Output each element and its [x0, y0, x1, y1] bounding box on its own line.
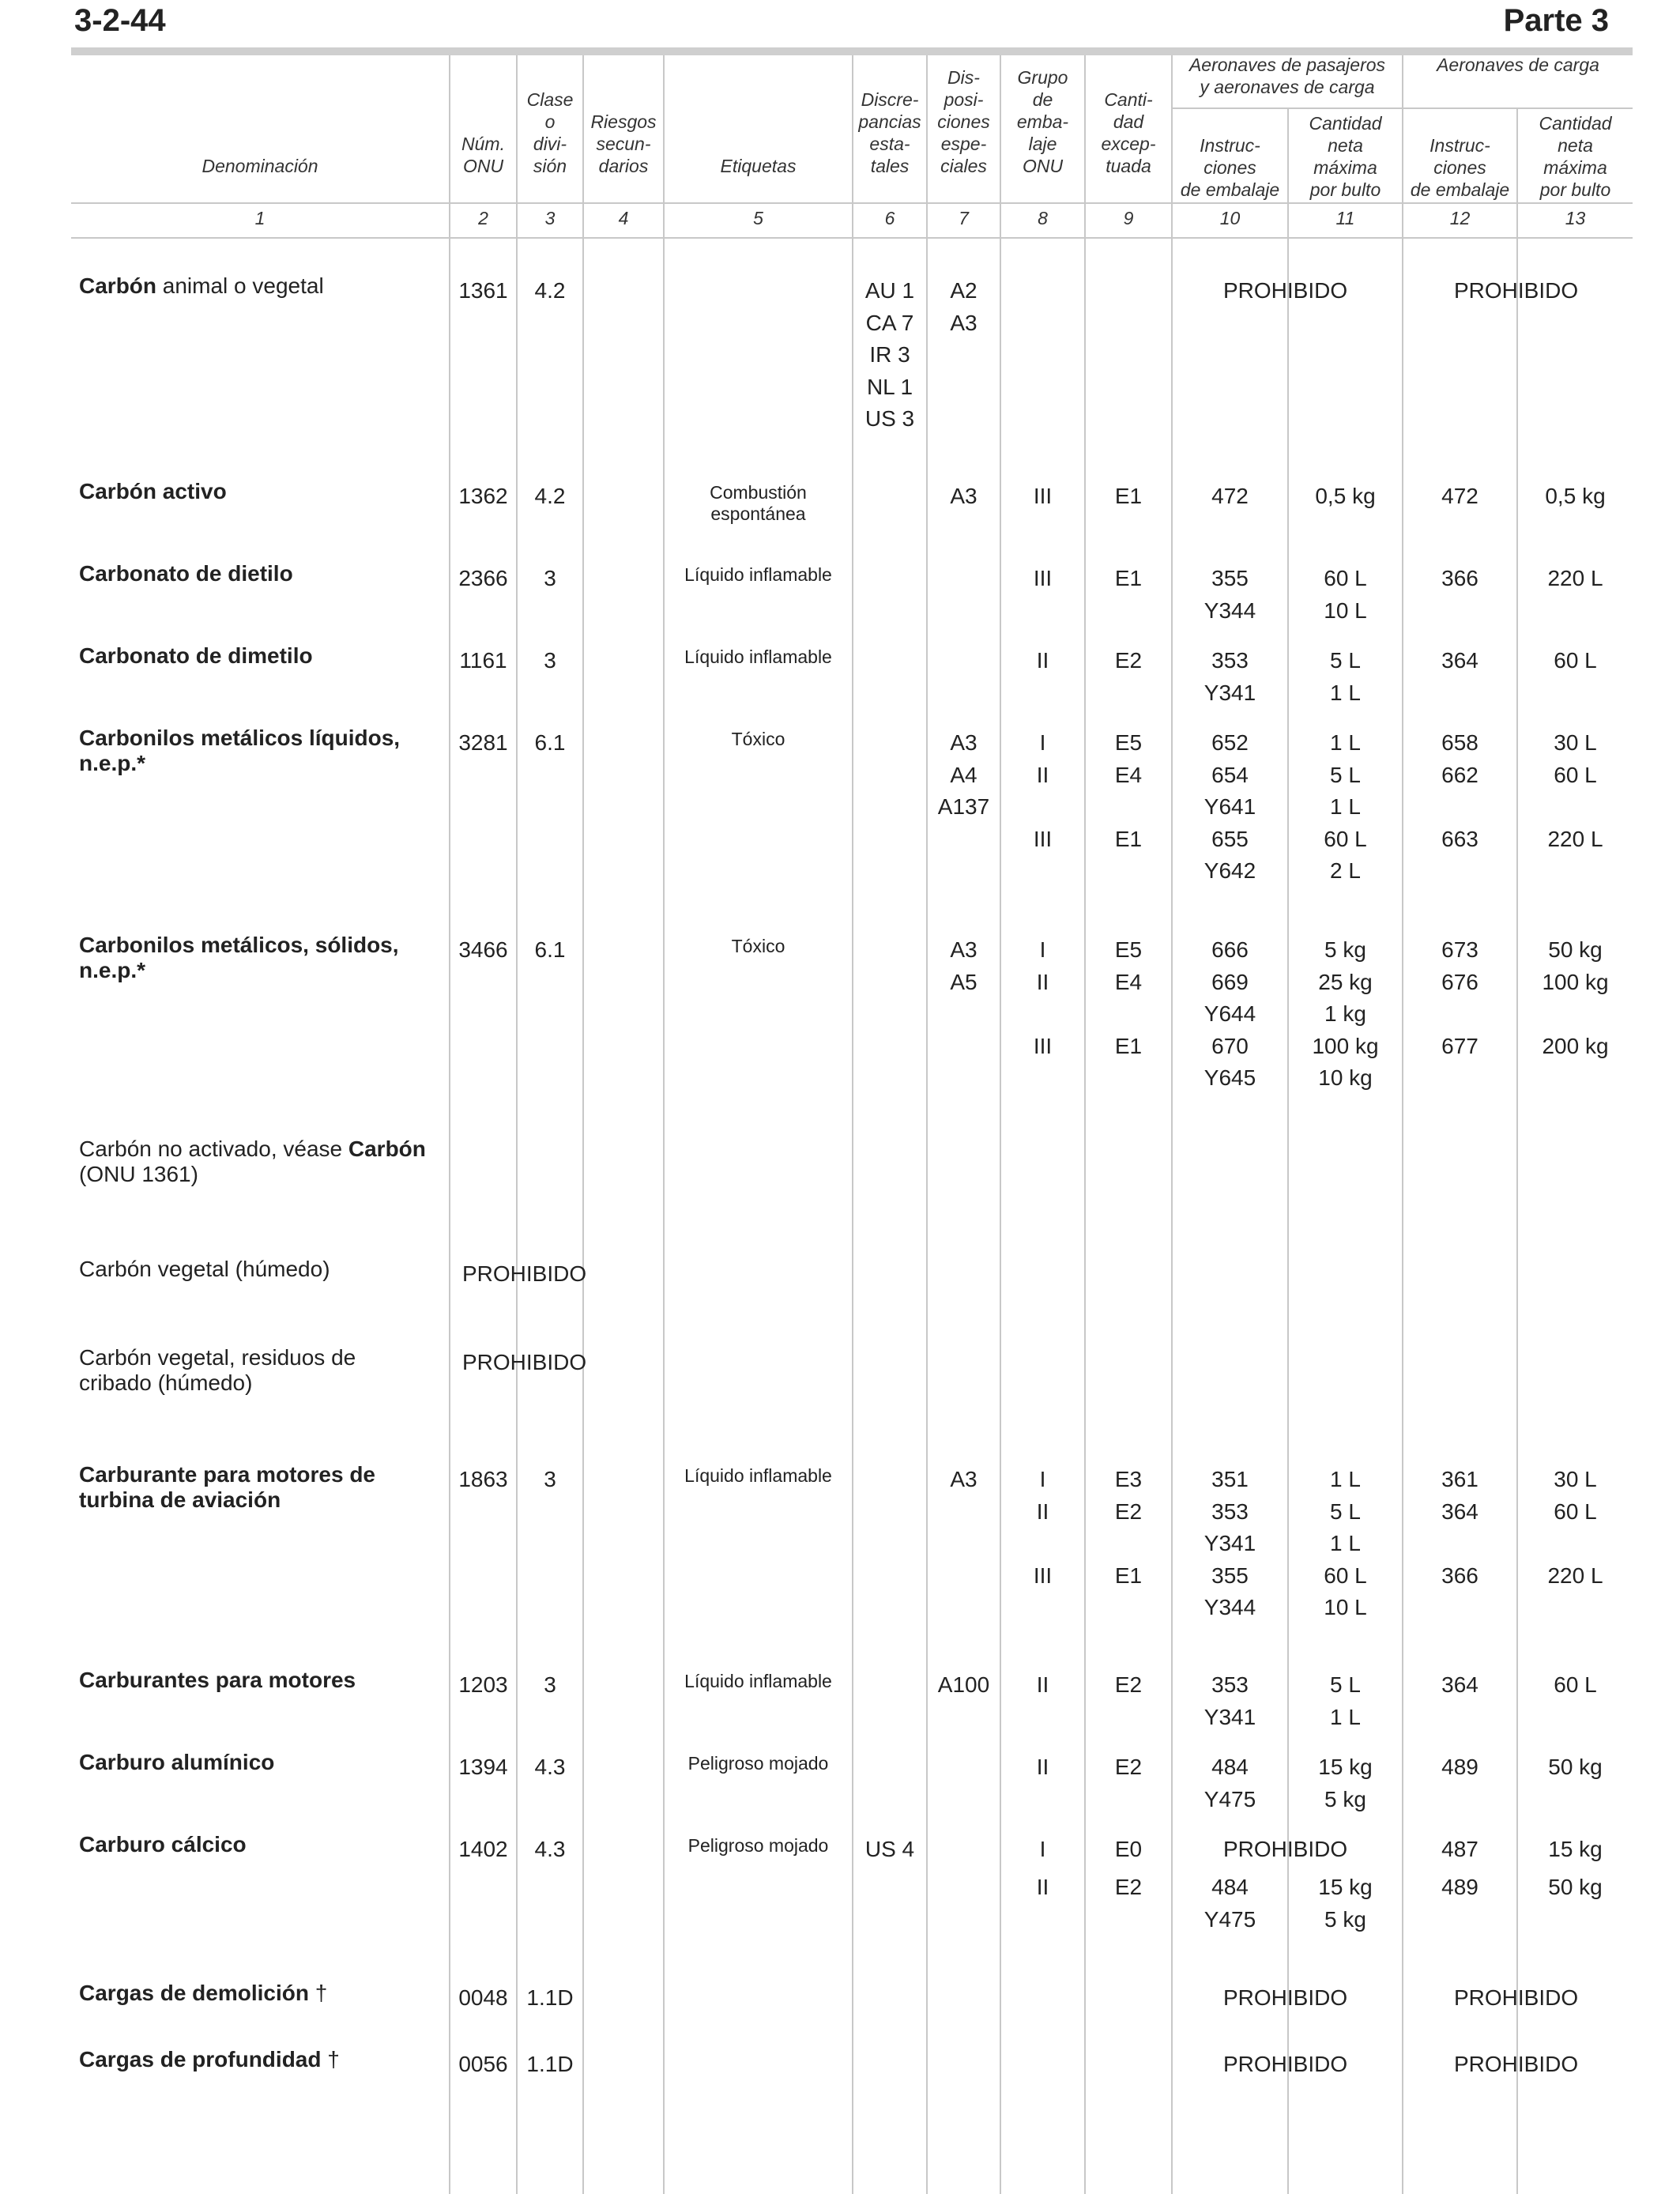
- packing-instruction: 353 Y341: [1203, 648, 1256, 705]
- packing-instruction: 353 Y341: [1203, 1672, 1256, 1729]
- excepted-quantity: E2: [1114, 1875, 1143, 1899]
- max-net-quantity: 60 L: [1554, 648, 1597, 673]
- special-provision: A3: [950, 1467, 977, 1491]
- hazard-class: 4.2: [534, 278, 566, 303]
- hazard-label: Líquido inflamable: [684, 564, 832, 585]
- substance-name: Carburantes para motores: [79, 1668, 356, 1692]
- packing-instruction: 489: [1441, 1755, 1478, 1779]
- substance-name: Carbonilos metálicos líquidos, n.e.p.*: [79, 726, 401, 775]
- substance-name: Cargas de profundidad †: [79, 2047, 340, 2071]
- forbidden-notice: PROHIBIDO: [1223, 1837, 1348, 1861]
- hazard-label: Combustión espontánea: [710, 482, 807, 524]
- header-grupo: Grupo de emba- laje ONU: [1016, 67, 1069, 176]
- packing-group: II: [1036, 1875, 1049, 1899]
- un-number: 3466: [458, 937, 508, 962]
- state-variation: AU 1 CA 7 IR 3 NL 1 US 3: [864, 278, 915, 431]
- column-number: 9: [1123, 208, 1134, 228]
- special-provision: A2 A3: [950, 278, 977, 335]
- packing-instruction: 484 Y475: [1203, 1875, 1256, 1932]
- hazard-class: 4.2: [534, 484, 566, 508]
- column-number: 7: [959, 208, 969, 228]
- packing-instruction: 472: [1441, 484, 1478, 508]
- hazard-class: 6.1: [534, 730, 566, 755]
- special-provision: A3: [950, 484, 977, 508]
- header-pasajeros: Aeronaves de pasajeros y aeronaves de carga: [1188, 55, 1386, 97]
- excepted-quantity: E1: [1114, 484, 1143, 508]
- max-net-quantity: 15 kg 5 kg: [1318, 1875, 1373, 1932]
- packing-group: I II III: [1033, 1467, 1053, 1588]
- header-cantidad-exceptuada: Canti- dad excep- tuada: [1101, 89, 1156, 176]
- max-net-quantity: 50 kg 100 kg 200 kg: [1542, 937, 1609, 1058]
- packing-instruction: 658 662 663: [1441, 730, 1478, 851]
- header-denominacion: Denominación: [202, 156, 318, 176]
- max-net-quantity: 50 kg: [1548, 1875, 1603, 1899]
- max-net-quantity: 15 kg: [1548, 1837, 1603, 1861]
- excepted-quantity: E3 E2 E1: [1114, 1467, 1143, 1588]
- max-net-quantity: 30 L 60 L 220 L: [1547, 1467, 1603, 1588]
- hazard-class: 6.1: [534, 937, 566, 962]
- divider: [663, 55, 665, 2194]
- hazard-label: Tóxico: [731, 936, 785, 956]
- excepted-quantity: E2: [1114, 1755, 1143, 1779]
- packing-instruction: 487: [1441, 1837, 1478, 1861]
- max-net-quantity: 5 kg 25 kg 1 kg 100 kg 10 kg: [1312, 937, 1379, 1090]
- packing-instruction: 351 353 Y341 355 Y344: [1203, 1467, 1256, 1619]
- hazard-class: 1.1D: [526, 1985, 574, 2010]
- un-number: 1203: [458, 1672, 508, 1697]
- column-number: 2: [478, 208, 488, 228]
- packing-group: I II III: [1033, 937, 1053, 1058]
- hazard-label: Líquido inflamable: [684, 1671, 832, 1691]
- hazard-label: Peligroso mojado: [687, 1753, 829, 1774]
- column-number: 13: [1565, 208, 1586, 228]
- packing-group: III: [1033, 566, 1053, 590]
- hazard-label: Peligroso mojado: [687, 1835, 829, 1856]
- column-number: 3: [544, 208, 556, 228]
- packing-group: I II III: [1033, 730, 1053, 851]
- column-number-line: [71, 237, 1633, 239]
- excepted-quantity: E5 E4 E1: [1114, 937, 1143, 1058]
- max-net-quantity: 50 kg: [1548, 1755, 1603, 1779]
- header-disposiciones: Dis- posi- ciones espe- ciales: [937, 67, 990, 176]
- forbidden-notice: PROHIBIDO: [1223, 278, 1348, 303]
- un-number: 1362: [458, 484, 508, 508]
- max-net-quantity: 1 L 5 L 1 L 60 L 10 L: [1324, 1467, 1367, 1619]
- substance-name: Carburante para motores de turbina de aviación: [79, 1462, 375, 1512]
- hazard-label: Líquido inflamable: [684, 647, 832, 667]
- max-net-quantity: 220 L: [1547, 566, 1603, 590]
- packing-instruction: 355 Y344: [1203, 566, 1256, 623]
- column-number: 11: [1335, 208, 1355, 228]
- packing-instruction: 666 669 Y644 670 Y645: [1203, 937, 1256, 1090]
- packing-instruction: 364: [1441, 1672, 1478, 1697]
- header-cargo-instrucciones: Instruc- ciones de embalaje: [1410, 135, 1510, 200]
- max-net-quantity: 0,5 kg: [1315, 484, 1376, 508]
- forbidden-notice: PROHIBIDO: [1223, 1985, 1348, 2010]
- substance-name: Carbonato de dimetilo: [79, 643, 313, 668]
- substance-name: Carbón vegetal, residuos de cribado (húmedo): [79, 1345, 356, 1395]
- max-net-quantity: 60 L: [1554, 1672, 1597, 1697]
- substance-name: Cargas de demolición †: [79, 1981, 328, 2005]
- divider: [516, 55, 518, 2194]
- un-number: 0056: [458, 2052, 508, 2076]
- hazard-class: 4.3: [534, 1755, 566, 1779]
- header-riesgos: Riesgos secun- darios: [590, 111, 657, 176]
- packing-instruction: 673 676 677: [1441, 937, 1478, 1058]
- un-number: 3281: [458, 730, 508, 755]
- un-number: 1863: [458, 1467, 508, 1491]
- max-net-quantity: 30 L 60 L 220 L: [1547, 730, 1603, 851]
- hazard-class: 4.3: [534, 1837, 566, 1861]
- header-pax-cantidad: Cantidad neta máxima por bulto: [1309, 113, 1382, 200]
- forbidden-notice: PROHIBIDO: [1454, 1985, 1579, 2010]
- hazard-class: 3: [544, 648, 556, 673]
- header-carga: Aeronaves de carga: [1437, 55, 1599, 75]
- hazard-class: 3: [544, 1467, 556, 1491]
- header-clase: Clase o divi- sión: [526, 89, 574, 176]
- max-net-quantity: 15 kg 5 kg: [1318, 1755, 1373, 1811]
- forbidden-notice: PROHIBIDO: [1454, 2052, 1579, 2076]
- packing-instruction: 472: [1211, 484, 1249, 508]
- packing-group: I: [1039, 1837, 1046, 1861]
- substance-name: Carbonilos metálicos, sólidos, n.e.p.*: [79, 933, 399, 982]
- page-number: 3-2-44: [74, 3, 166, 38]
- packing-group: II: [1036, 1755, 1049, 1779]
- packing-instruction: 652 654 Y641 655 Y642: [1203, 730, 1256, 883]
- forbidden-notice: PROHIBIDO: [1454, 278, 1579, 303]
- header-pax-instrucciones: Instruc- ciones de embalaje: [1180, 135, 1280, 200]
- hazard-label: Tóxico: [731, 729, 785, 749]
- header-subline: [1171, 107, 1633, 109]
- substance-name: Carburo cálcico: [79, 1832, 247, 1857]
- excepted-quantity: E1: [1114, 566, 1143, 590]
- un-number: 1402: [458, 1837, 508, 1861]
- un-number: 1361: [458, 278, 508, 303]
- hazard-label: Líquido inflamable: [684, 1465, 832, 1486]
- header-num-onu: Núm. ONU: [461, 134, 505, 176]
- forbidden-notice: PROHIBIDO: [1223, 2052, 1348, 2076]
- header-discrepancias: Discre- pancias esta- tales: [858, 89, 921, 176]
- max-net-quantity: 5 L 1 L: [1330, 648, 1361, 705]
- max-net-quantity: 60 L 10 L: [1324, 566, 1367, 623]
- packing-instruction: 366: [1441, 566, 1478, 590]
- header-etiquetas: Etiquetas: [720, 156, 797, 176]
- column-number: 8: [1038, 208, 1048, 228]
- excepted-quantity: E2: [1114, 648, 1143, 673]
- column-number: 4: [618, 208, 629, 228]
- divider: [926, 55, 928, 2194]
- state-variation: US 4: [864, 1837, 915, 1861]
- excepted-quantity: E5 E4 E1: [1114, 730, 1143, 851]
- column-number: 1: [254, 208, 266, 228]
- excepted-quantity: E2: [1114, 1672, 1143, 1697]
- substance-name: Carbón animal o vegetal: [79, 273, 324, 298]
- part-title: Parte 3: [1503, 3, 1609, 38]
- column-number: 10: [1219, 208, 1241, 228]
- substance-name: Carburo alumínico: [79, 1750, 275, 1774]
- packing-group: II: [1036, 1672, 1049, 1697]
- column-number: 6: [884, 208, 895, 228]
- forbidden-notice: PROHIBIDO: [462, 1350, 587, 1374]
- packing-instruction: 364: [1441, 648, 1478, 673]
- header-line: [71, 202, 1633, 204]
- packing-instruction: 484 Y475: [1203, 1755, 1256, 1811]
- special-provision: A100: [937, 1672, 990, 1697]
- column-number: 5: [753, 208, 763, 228]
- divider: [449, 55, 450, 2194]
- column-number: 12: [1449, 208, 1471, 228]
- substance-name: Carbón activo: [79, 479, 227, 503]
- packing-instruction: 361 364 366: [1441, 1467, 1478, 1588]
- packing-group: II: [1036, 648, 1049, 673]
- hazard-class: 1.1D: [526, 2052, 574, 2076]
- max-net-quantity: 1 L 5 L 1 L 60 L 2 L: [1324, 730, 1367, 883]
- substance-name: Carbonato de dietilo: [79, 561, 293, 586]
- hazard-class: 3: [544, 1672, 556, 1697]
- packing-group: III: [1033, 484, 1053, 508]
- forbidden-notice: PROHIBIDO: [462, 1261, 587, 1286]
- un-number: 1394: [458, 1755, 508, 1779]
- un-number: 1161: [459, 648, 507, 673]
- max-net-quantity: 5 L 1 L: [1330, 1672, 1361, 1729]
- packing-instruction: 489: [1441, 1875, 1478, 1899]
- excepted-quantity: E0: [1114, 1837, 1143, 1861]
- un-number: 0048: [458, 1985, 508, 2010]
- max-net-quantity: 0,5 kg: [1545, 484, 1606, 508]
- substance-name: Carbón no activado, véase Carbón (ONU 1361): [79, 1137, 426, 1186]
- hazard-class: 3: [544, 566, 556, 590]
- special-provision: A3 A4 A137: [937, 730, 990, 819]
- header-cargo-cantidad: Cantidad neta máxima por bulto: [1539, 113, 1612, 200]
- divider: [582, 55, 584, 2194]
- substance-name: Carbón vegetal (húmedo): [79, 1257, 330, 1281]
- special-provision: A3 A5: [950, 937, 977, 994]
- un-number: 2366: [458, 566, 508, 590]
